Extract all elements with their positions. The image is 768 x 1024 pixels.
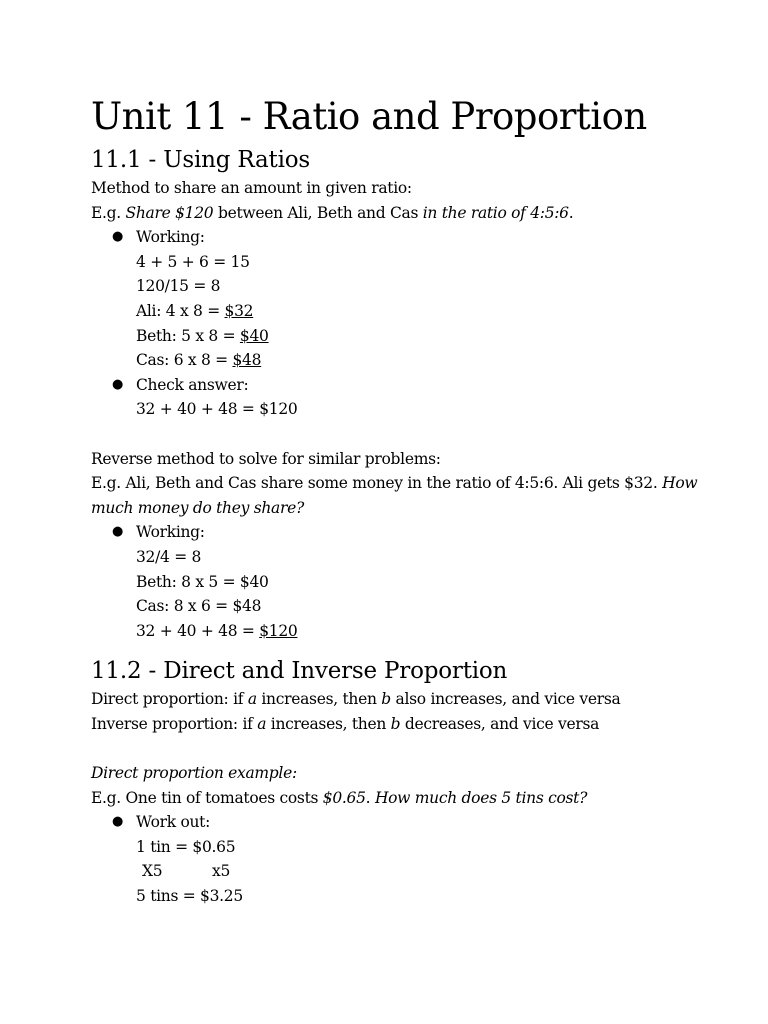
direct-example-label: [91, 761, 731, 786]
bullet-check-answer: [91, 373, 731, 398]
reverse-example-question: How much money do they share?: [91, 474, 698, 517]
multiplier-left: X5: [142, 862, 163, 881]
bullet-icon: ●: [112, 524, 124, 540]
variable-a: a: [257, 714, 267, 733]
tomato-example: [91, 786, 731, 811]
bullet-label: Work out:: [136, 813, 211, 832]
example-italic-amount: Share $120: [125, 203, 214, 222]
working-text: Ali: 4 x 8 =: [136, 301, 225, 320]
working-line-cas: [91, 348, 731, 373]
definition-text: decreases, and vice versa: [400, 714, 600, 733]
variable-b: b: [381, 690, 391, 709]
example-text: E.g. One tin of tomatoes costs: [91, 788, 323, 807]
working-line: 4 + 5 + 6 = 15: [136, 252, 250, 271]
working-line-beth: [91, 324, 731, 349]
bullet-icon: ●: [112, 376, 124, 392]
inverse-proportion-definition: [91, 712, 731, 737]
working-text: Cas: 6 x 8 =: [136, 351, 233, 370]
bullet-icon: ●: [112, 814, 124, 830]
example-share: [91, 201, 731, 226]
method-intro: Method to share an amount in given ratio:: [91, 179, 412, 197]
check-line: 32 + 40 + 48 = $120: [136, 400, 298, 419]
working-text: Beth: 5 x 8 =: [136, 326, 240, 345]
section-heading-proportion: 11.2 - Direct and Inverse Proportion: [91, 658, 508, 685]
reverse-working-line: Beth: 8 x 5 = $40: [136, 572, 269, 591]
page-title: Unit 11 - Ratio and Proportion: [91, 95, 647, 138]
reverse-example-text: E.g. Ali, Beth and Cas share some money in the ratio of 4:5:6. Ali gets $32.: [91, 474, 663, 493]
definition-text: increases, then: [266, 714, 391, 733]
bullet-label: Working:: [136, 523, 205, 542]
example-middle: between Ali, Beth and Cas: [213, 203, 423, 222]
blank-line: [91, 422, 731, 447]
example-label-text: Direct proportion example:: [91, 764, 297, 783]
example-italic-ratio: in the ratio of 4:5:6: [422, 203, 569, 222]
bullet-icon: ●: [112, 229, 124, 245]
bullet-working: [91, 225, 731, 250]
reverse-example: [91, 471, 731, 520]
definition-text: Inverse proportion: if: [91, 714, 258, 733]
reverse-working-total: [91, 619, 731, 644]
bullet-label: Working:: [136, 228, 205, 247]
underlined-answer: $32: [224, 301, 254, 320]
reverse-intro: Reverse method to solve for similar problems:: [91, 449, 441, 468]
spacer: [91, 643, 731, 655]
working-line: 120/15 = 8: [136, 277, 221, 296]
reverse-working-line: 32/4 = 8: [136, 547, 202, 566]
definition-text: also increases, and vice versa: [390, 690, 621, 709]
example-price: $0.65: [322, 788, 366, 807]
working-text: 32 + 40 + 48 =: [136, 621, 260, 640]
working-line-ali: [91, 299, 731, 324]
variable-b: b: [390, 714, 401, 733]
bullet-reverse-working: [91, 520, 731, 545]
document-page: [91, 90, 731, 909]
bullet-label: Check answer:: [136, 375, 249, 394]
bullet-work-out: [91, 810, 731, 835]
direct-proportion-definition: [91, 687, 731, 712]
work-out-line: 1 tin = $0.65: [136, 837, 236, 856]
example-text: .: [365, 788, 375, 807]
example-question: How much does 5 tins cost?: [374, 788, 588, 807]
underlined-answer: $40: [239, 326, 269, 345]
underlined-answer: $48: [232, 351, 262, 370]
multiplier-right: x5: [212, 862, 231, 881]
example-suffix: .: [568, 203, 574, 222]
definition-text: Direct proportion: if: [91, 690, 248, 709]
reverse-working-line: Cas: 8 x 6 = $48: [136, 597, 262, 616]
variable-a: a: [247, 690, 257, 709]
blank-line: [91, 736, 731, 761]
section-heading-using-ratios: 11.1 - Using Ratios: [91, 147, 311, 173]
example-prefix: E.g.: [91, 203, 126, 222]
work-out-multiplier: [91, 859, 731, 884]
definition-text: increases, then: [256, 690, 382, 709]
underlined-answer: $120: [259, 621, 298, 640]
work-out-line: 5 tins = $3.25: [136, 887, 243, 906]
